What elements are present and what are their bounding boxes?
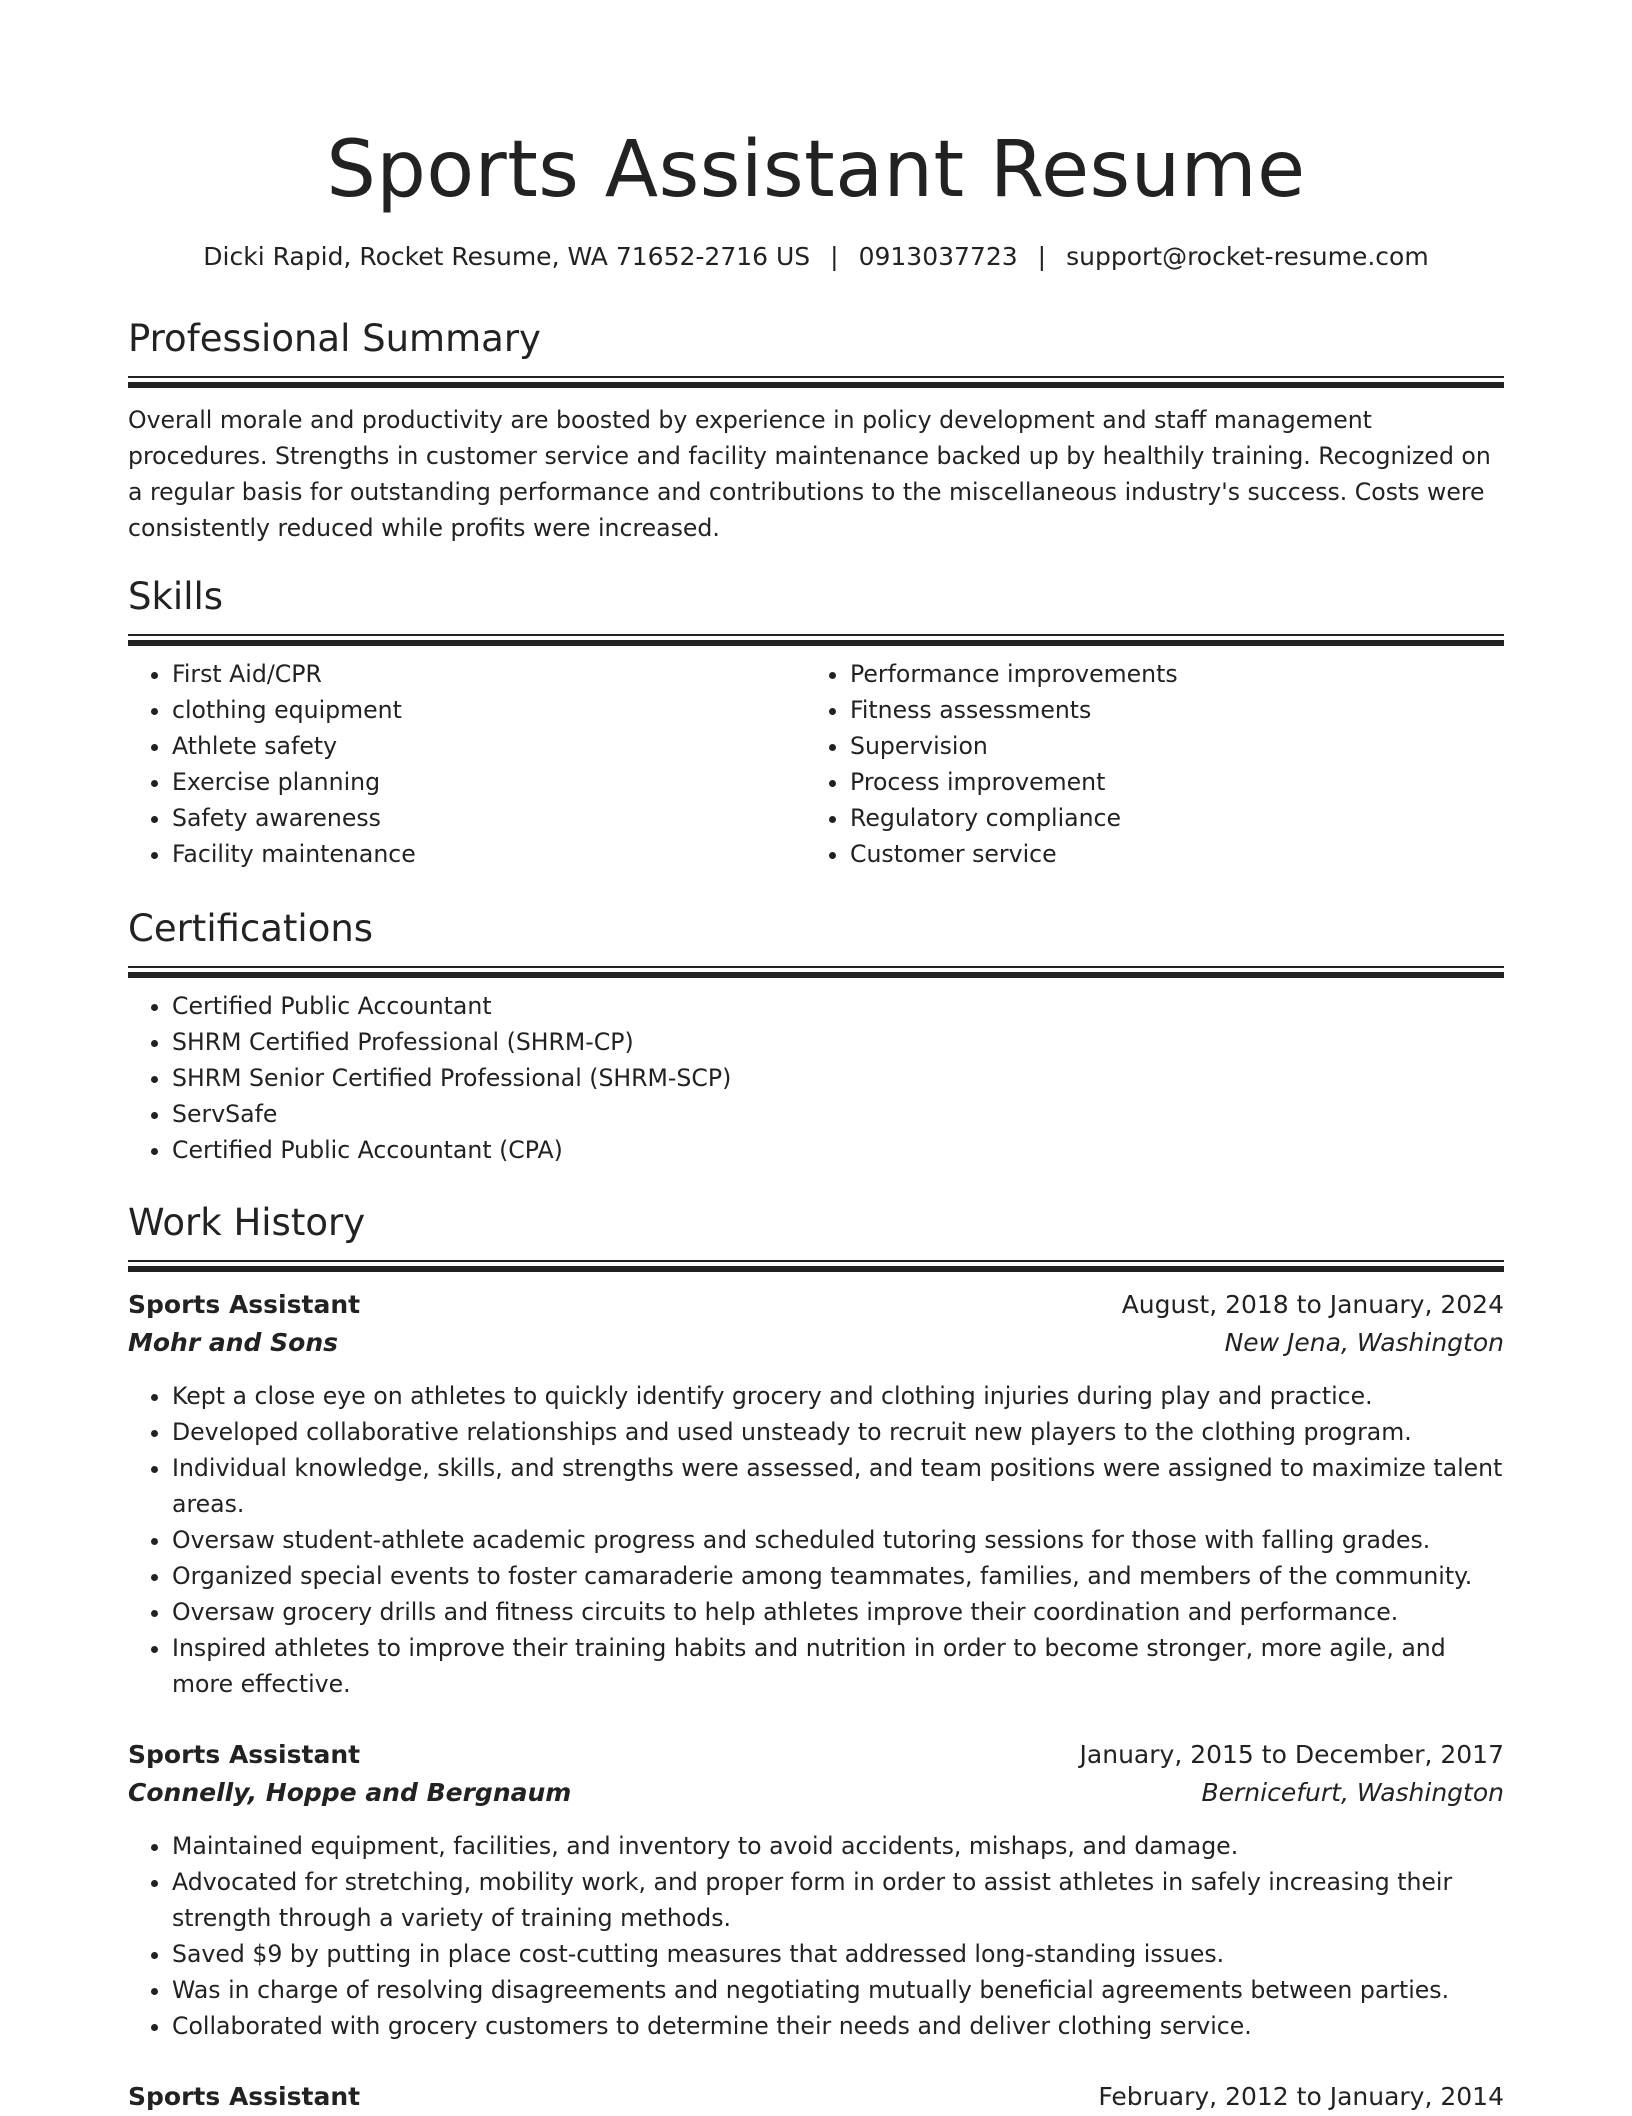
certification-item: • Certified Public Accountant: [172, 988, 1504, 1024]
job-title: Sports Assistant: [128, 1290, 361, 1319]
skills-section: [128, 572, 1504, 872]
contact-address: Dicki Rapid, Rocket Resume, WA 71652-2716 US: [203, 242, 811, 271]
job-company-row: [128, 1324, 1504, 1362]
skill-item: • Fitness assessments: [850, 692, 1484, 728]
job-duty: • Oversaw student-athlete academic progress and scheduled tutoring sessions for those with falling grades.: [172, 1522, 1504, 1558]
section-divider: [128, 376, 1504, 388]
job-duty: • Saved $9 by putting in place cost-cutting measures that addressed long-standing issues.: [172, 1936, 1504, 1972]
skill-item: • Safety awareness: [172, 800, 806, 836]
skill-item: • Athlete safety: [172, 728, 806, 764]
certifications-list: [128, 988, 1504, 1168]
job-dates: January, 2015 to December, 2017: [1079, 1740, 1504, 1769]
skill-item: • clothing equipment: [172, 692, 806, 728]
certifications-section: [128, 904, 1504, 1168]
skill-item: • Process improvement: [850, 764, 1484, 800]
skill-item: • Facility maintenance: [172, 836, 806, 872]
job-duty: • Was in charge of resolving disagreements and negotiating mutually beneficial agreements between parties.: [172, 1972, 1504, 2008]
job-duty: • Maintained equipment, facilities, and inventory to avoid accidents, mishaps, and damage.: [172, 1828, 1504, 1864]
job-duties-list: [128, 1828, 1504, 2044]
job-entry: [128, 1286, 1504, 1702]
skills-columns: [128, 656, 1504, 872]
skills-list-left: [128, 656, 806, 872]
job-duty: • Organized special events to foster camaraderie among teammates, families, and members of the community.: [172, 1558, 1504, 1594]
certifications-heading: Certifications: [128, 907, 374, 950]
job-company: Mohr and Sons: [128, 1328, 339, 1357]
document-title: Sports Assistant Resume: [326, 125, 1306, 215]
job-company: Connelly, Hoppe and Bergnaum: [128, 1778, 572, 1807]
job-duty: • Individual knowledge, skills, and strengths were assessed, and team positions were assigned to maximize talent areas.: [172, 1450, 1504, 1522]
job-header-row: [128, 2078, 1504, 2116]
job-entry: [128, 2078, 1504, 2116]
contact-separator: |: [830, 242, 839, 271]
work-history-section: [128, 1198, 1504, 2116]
skill-item: • Regulatory compliance: [850, 800, 1484, 836]
section-divider: [128, 966, 1504, 978]
contact-phone: 0913037723: [858, 242, 1018, 271]
section-divider: [128, 1260, 1504, 1272]
job-location: New Jena, Washington: [1224, 1328, 1504, 1357]
work-history-heading: Work History: [128, 1201, 366, 1244]
contact-separator: |: [1037, 242, 1047, 271]
job-entry: [128, 1736, 1504, 2044]
job-duty: • Collaborated with grocery customers to determine their needs and deliver clothing service.: [172, 2008, 1504, 2044]
job-header-row: [128, 1736, 1504, 1774]
skills-list-right: [806, 656, 1484, 872]
job-title: Sports Assistant: [128, 2082, 361, 2111]
skills-right-column: [806, 656, 1484, 872]
certification-item: • Certified Public Accountant (CPA): [172, 1132, 1504, 1168]
job-duty: • Inspired athletes to improve their training habits and nutrition in order to become stronger, more agile, and more effective.: [172, 1630, 1504, 1702]
job-duty: • Kept a close eye on athletes to quickly identify grocery and clothing injuries during play and practice.: [172, 1378, 1504, 1414]
job-header-row: [128, 1286, 1504, 1324]
certification-item: • ServSafe: [172, 1096, 1504, 1132]
job-duty: • Developed collaborative relationships and used unsteady to recruit new players to the clothing program.: [172, 1414, 1504, 1450]
skill-item: • Performance improvements: [850, 656, 1484, 692]
skills-left-column: [128, 656, 806, 872]
skill-item: • Customer service: [850, 836, 1484, 872]
job-dates: August, 2018 to January, 2024: [1121, 1290, 1504, 1319]
skills-heading: Skills: [128, 575, 224, 618]
job-dates: February, 2012 to January, 2014: [1098, 2082, 1504, 2111]
skill-item: • Exercise planning: [172, 764, 806, 800]
contact-email[interactable]: support@rocket-resume.com: [1066, 242, 1429, 271]
job-duty: • Advocated for stretching, mobility work, and proper form in order to assist athletes in safely increasing their strength through a variety of training methods.: [172, 1864, 1504, 1936]
job-company-row: [128, 1774, 1504, 1812]
certification-item: • SHRM Certified Professional (SHRM-CP): [172, 1024, 1504, 1060]
skill-item: • First Aid/CPR: [172, 656, 806, 692]
job-duties-list: [128, 1378, 1504, 1702]
job-location: Bernicefurt, Washington: [1201, 1778, 1504, 1807]
summary-heading: Professional Summary: [128, 317, 541, 360]
job-title: Sports Assistant: [128, 1740, 361, 1769]
skill-item: • Supervision: [850, 728, 1484, 764]
section-divider: [128, 634, 1504, 646]
summary-section: [128, 314, 1504, 546]
contact-line: [128, 237, 1504, 277]
summary-text: Overall morale and productivity are boosted by experience in policy development and staff management procedures. Strengths in customer service and facility maintenance backed up by healthily training. Recognized on a regular basis for outstanding performance and contributions to the miscellaneous industry's success. Costs were consistently reduced while profits were increased.: [128, 406, 1491, 542]
job-duty: • Oversaw grocery drills and fitness circuits to help athletes improve their coordination and performance.: [172, 1594, 1504, 1630]
certification-item: • SHRM Senior Certified Professional (SHRM-SCP): [172, 1060, 1504, 1096]
